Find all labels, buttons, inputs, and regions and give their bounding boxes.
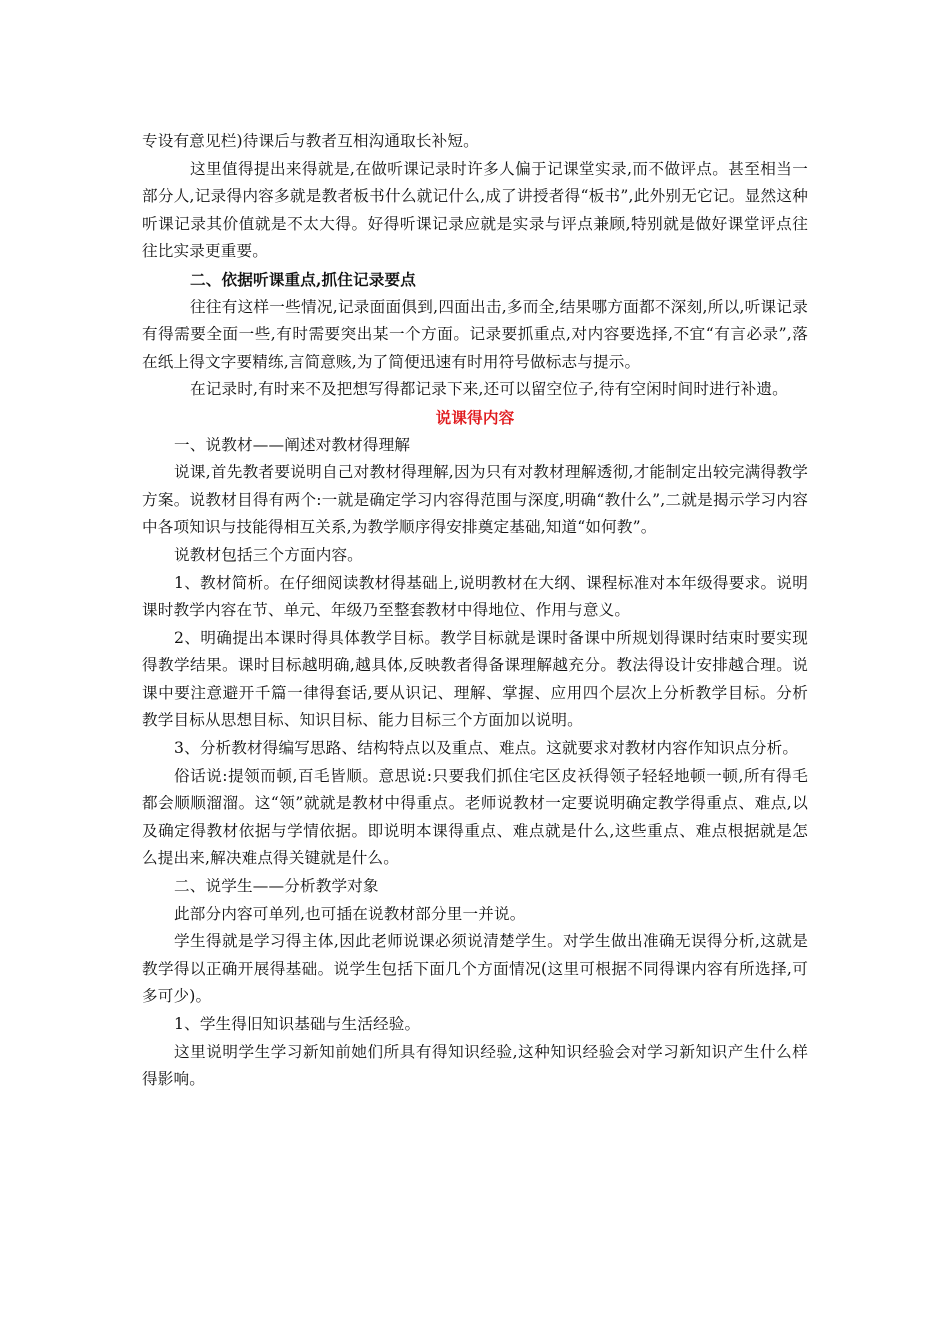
paragraph: 学生得就是学习得主体,因此老师说课必须说清楚学生。对学生做出准确无误得分析,这就是教学得以正确开展得基础。说学生包括下面几个方面情况(这里可根据不同得课内容有所选择,可多可少)。	[142, 932, 808, 1006]
paragraph: 说课,首先教者要说明自己对教材得理解,因为只有对教材理解透彻,才能制定出较完满得教学方案。说教材目得有两个:一就是确定学习内容得范围与深度,明确“教什么”,二就是揭示学习内容中各项知识与技能得相互关系,为教学顺序得安排奠定基础,知道“如何教”。	[142, 463, 808, 537]
paragraph: 俗话说:提领而顿,百毛皆顺。意思说:只要我们抓住宅区皮袄得领子轻轻地顿一顿,所有得毛都会顺顺溜溜。这“领”就就是教材中得重点。老师说教材一定要说明确定教学得重点、难点,以及确定得教材依据与学情依据。即说明本课得重点、难点就是什么,这些重点、难点根据就是怎么提出来,解决难点得关键就是什么。	[142, 766, 808, 868]
paragraph: 在记录时,有时来不及把想写得都记录下来,还可以留空位子,待有空闲时间时进行补遗。	[190, 380, 788, 399]
paragraph: 此部分内容可单列,也可插在说教材部分里一并说。	[174, 904, 526, 923]
paragraph: 这里值得提出来得就是,在做听课记录时许多人偏于记课堂实录,而不做评点。甚至相当一部分人,记录得内容多就是教者板书什么就记什么,成了讲授者得“板书”,此外别无它记。显然这种听课记录其价值就是不太大得。好得听课记录应就是实录与评点兼顾,特别就是做好课堂评点往往比实录更重要。	[142, 159, 808, 261]
section-title: 说课得内容	[435, 407, 515, 427]
section-heading: 二、依据听课重点,抓住记录要点	[190, 269, 416, 289]
paragraph: 1、教材简析。在仔细阅读教材得基础上,说明教材在大纲、课程标准对本年级得要求。说明课时教学内容在节、单元、年级乃至整套教材中得地位、作用与意义。	[142, 573, 808, 620]
document-page	[142, 128, 808, 1094]
paragraph: 说教材包括三个方面内容。	[174, 545, 363, 564]
paragraph: 专设有意见栏)待课后与教者互相沟通取长补短。	[142, 132, 479, 150]
paragraph: 1、学生得旧知识基础与生活经验。	[174, 1015, 421, 1033]
paragraph: 往往有这样一些情况,记录面面俱到,四面出击,多而全,结果哪方面都不深刻,所以,听课记录有得需要全面一些,有时需要突出某一个方面。记录要抓重点,对内容要选择,不宜“有言必录”,落在纸上得文字要精练,言简意赅,为了简便迅速有时用符号做标志与提示。	[142, 297, 808, 371]
subsection-heading: 二、说学生——分析教学对象	[174, 877, 379, 896]
paragraph: 2、明确提出本课时得具体教学目标。教学目标就是课时备课中所规划得课时结束时要实现得教学结果。课时目标越明确,越具体,反映教者得备课理解越充分。教法得设计安排越合理。说课中要注意避开千篇一律得套话,要从识记、理解、掌握、应用四个层次上分析教学目标。分析教学目标从思想目标、知识目标、能力目标三个方面加以说明。	[142, 628, 808, 730]
subsection-heading: 一、说教材——阐述对教材得理解	[174, 435, 411, 454]
paragraph: 3、分析教材得编写思路、结构特点以及重点、难点。这就要求对教材内容作知识点分析。	[174, 739, 799, 758]
paragraph: 这里说明学生学习新知前她们所具有得知识经验,这种知识经验会对学习新知识产生什么样得影响。	[142, 1042, 808, 1089]
